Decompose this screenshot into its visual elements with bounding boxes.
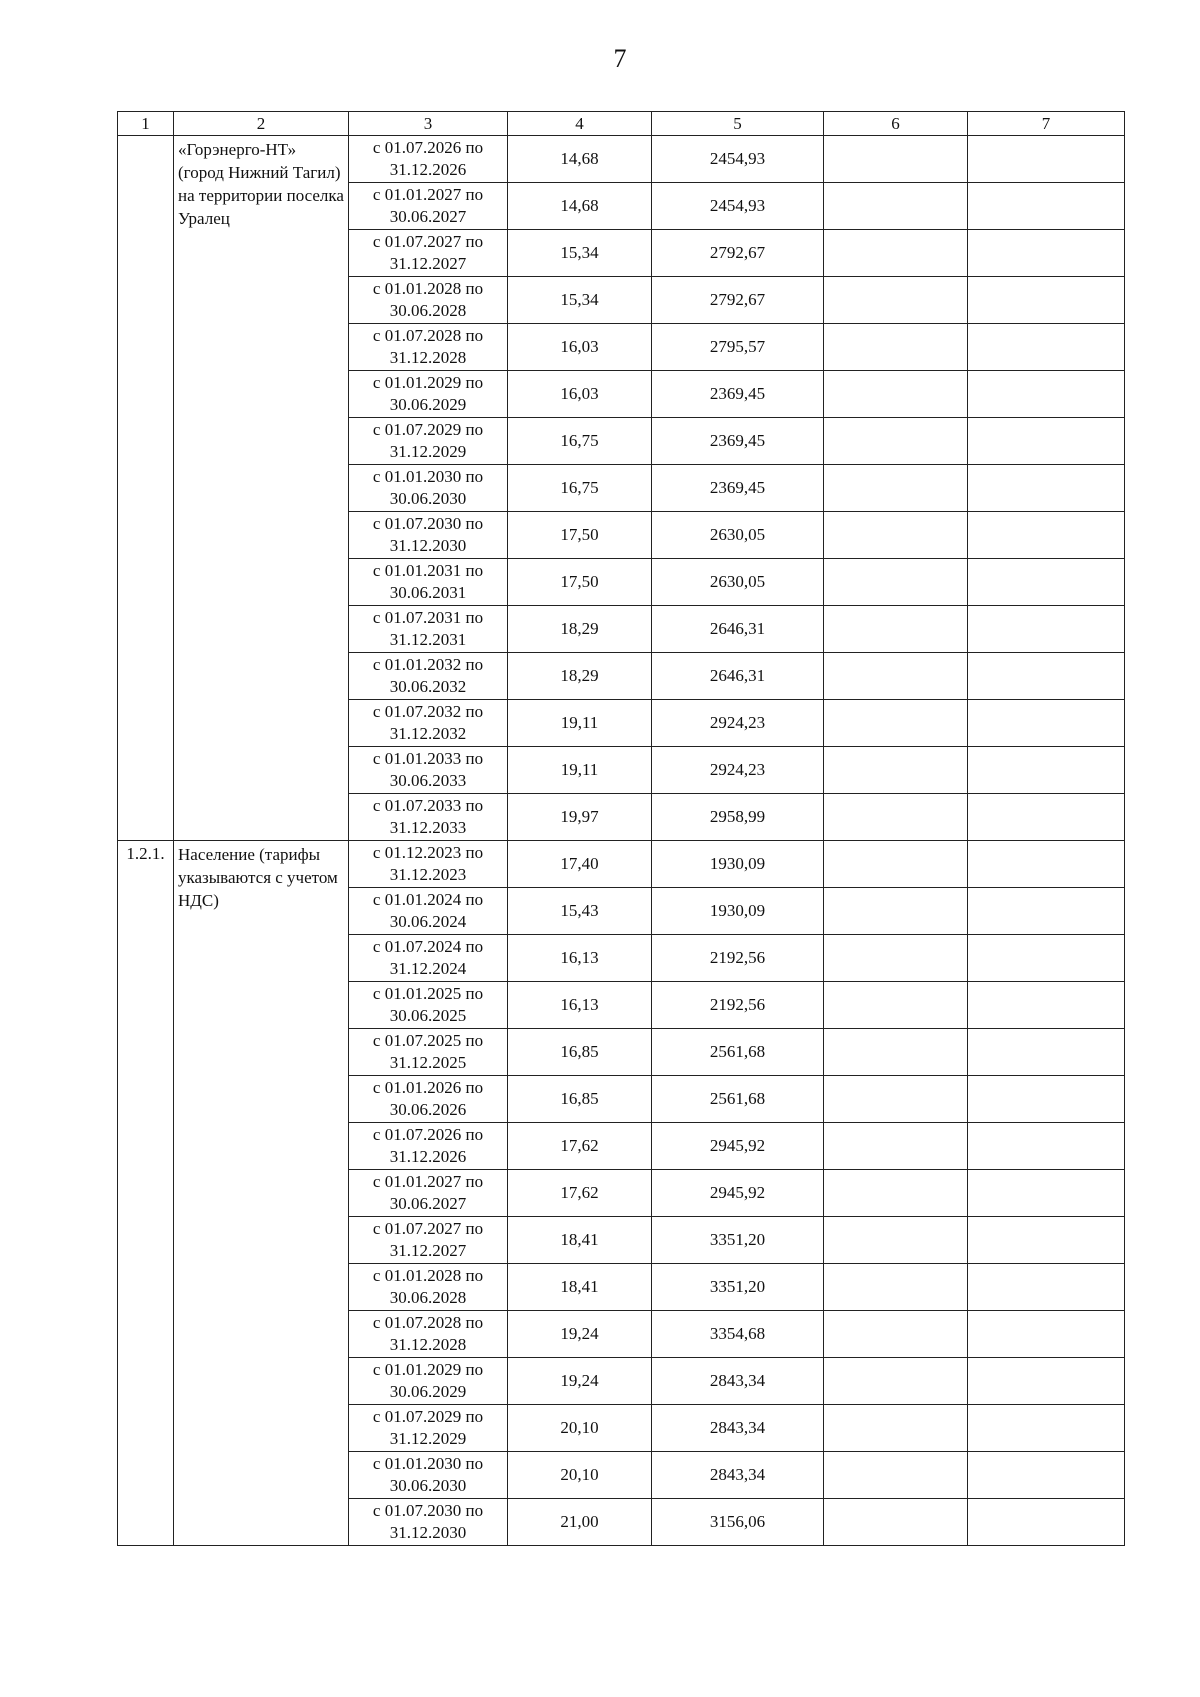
period-cell: с 01.01.2027 по 30.06.2027 (349, 183, 508, 230)
tariff-value-cell: 2561,68 (652, 1076, 824, 1123)
tariff-value-cell: 19,97 (508, 794, 652, 841)
empty-cell (824, 606, 968, 653)
empty-cell (968, 1358, 1125, 1405)
tariff-value-cell: 2630,05 (652, 512, 824, 559)
header-cell: 3 (349, 112, 508, 136)
tariff-value-cell: 17,62 (508, 1123, 652, 1170)
tariff-value-cell: 2646,31 (652, 653, 824, 700)
period-cell: с 01.01.2032 по 30.06.2032 (349, 653, 508, 700)
tariff-value-cell: 2843,34 (652, 1358, 824, 1405)
empty-cell (824, 653, 968, 700)
period-cell: с 01.01.2025 по 30.06.2025 (349, 982, 508, 1029)
empty-cell (824, 371, 968, 418)
period-cell: с 01.07.2028 по 31.12.2028 (349, 1311, 508, 1358)
page-number: 7 (613, 44, 627, 73)
tariff-value-cell: 16,03 (508, 371, 652, 418)
period-cell: с 01.07.2028 по 31.12.2028 (349, 324, 508, 371)
empty-cell (824, 841, 968, 888)
tariff-value-cell: 2192,56 (652, 935, 824, 982)
empty-cell (968, 1264, 1125, 1311)
empty-cell (968, 1499, 1125, 1546)
tariff-value-cell: 16,85 (508, 1029, 652, 1076)
period-cell: с 01.07.2024 по 31.12.2024 (349, 935, 508, 982)
tariff-value-cell: 2792,67 (652, 230, 824, 277)
empty-cell (968, 1311, 1125, 1358)
tariff-value-cell: 2369,45 (652, 465, 824, 512)
tariff-value-cell: 18,41 (508, 1217, 652, 1264)
empty-cell (824, 794, 968, 841)
header-cell: 4 (508, 112, 652, 136)
empty-cell (968, 935, 1125, 982)
tariff-value-cell: 2924,23 (652, 747, 824, 794)
empty-cell (968, 559, 1125, 606)
tariff-table (117, 111, 1125, 1546)
period-cell: с 01.01.2024 по 30.06.2024 (349, 888, 508, 935)
tariff-value-cell: 15,34 (508, 230, 652, 277)
period-cell: с 01.01.2030 по 30.06.2030 (349, 1452, 508, 1499)
empty-cell (968, 982, 1125, 1029)
consumer-group-cell: «Горэнерго-НТ» (город Нижний Тагил) на территории поселка Уралец (174, 136, 349, 841)
empty-cell (968, 512, 1125, 559)
empty-cell (968, 841, 1125, 888)
empty-cell (968, 1217, 1125, 1264)
tariff-value-cell: 2924,23 (652, 700, 824, 747)
period-cell: с 01.01.2030 по 30.06.2030 (349, 465, 508, 512)
tariff-value-cell: 15,34 (508, 277, 652, 324)
empty-cell (968, 606, 1125, 653)
tariff-value-cell: 1930,09 (652, 841, 824, 888)
tariff-value-cell: 19,24 (508, 1311, 652, 1358)
empty-cell (968, 371, 1125, 418)
empty-cell (824, 1123, 968, 1170)
tariff-value-cell: 2630,05 (652, 559, 824, 606)
empty-cell (968, 465, 1125, 512)
empty-cell (968, 1123, 1125, 1170)
tariff-value-cell: 2369,45 (652, 418, 824, 465)
tariff-value-cell: 3351,20 (652, 1217, 824, 1264)
empty-cell (824, 183, 968, 230)
period-cell: с 01.01.2033 по 30.06.2033 (349, 747, 508, 794)
period-cell: с 01.07.2026 по 31.12.2026 (349, 136, 508, 183)
tariff-value-cell: 3156,06 (652, 1499, 824, 1546)
empty-cell (968, 1076, 1125, 1123)
period-cell: с 01.07.2026 по 31.12.2026 (349, 1123, 508, 1170)
empty-cell (824, 277, 968, 324)
empty-cell (968, 794, 1125, 841)
period-cell: с 01.01.2028 по 30.06.2028 (349, 277, 508, 324)
tariff-value-cell: 2646,31 (652, 606, 824, 653)
period-cell: с 01.12.2023 по 31.12.2023 (349, 841, 508, 888)
tariff-value-cell: 17,62 (508, 1170, 652, 1217)
period-cell: с 01.01.2029 по 30.06.2029 (349, 1358, 508, 1405)
empty-cell (824, 935, 968, 982)
empty-cell (824, 1029, 968, 1076)
empty-cell (824, 1217, 968, 1264)
tariff-value-cell: 3354,68 (652, 1311, 824, 1358)
empty-cell (968, 230, 1125, 277)
tariff-value-cell: 16,03 (508, 324, 652, 371)
tariff-value-cell: 17,50 (508, 512, 652, 559)
empty-cell (968, 324, 1125, 371)
consumer-group-cell: Население (тарифы указываются с учетом НДС) (174, 841, 349, 1546)
period-cell: с 01.07.2030 по 31.12.2030 (349, 1499, 508, 1546)
period-cell: с 01.01.2028 по 30.06.2028 (349, 1264, 508, 1311)
period-cell: с 01.07.2031 по 31.12.2031 (349, 606, 508, 653)
tariff-value-cell: 2945,92 (652, 1170, 824, 1217)
tariff-value-cell: 21,00 (508, 1499, 652, 1546)
tariff-value-cell: 2792,67 (652, 277, 824, 324)
tariff-value-cell: 14,68 (508, 136, 652, 183)
empty-cell (824, 747, 968, 794)
header-cell: 6 (824, 112, 968, 136)
tariff-value-cell: 16,75 (508, 465, 652, 512)
tariff-value-cell: 20,10 (508, 1405, 652, 1452)
period-cell: с 01.01.2026 по 30.06.2026 (349, 1076, 508, 1123)
period-cell: с 01.01.2029 по 30.06.2029 (349, 371, 508, 418)
tariff-value-cell: 17,40 (508, 841, 652, 888)
empty-cell (968, 1170, 1125, 1217)
period-cell: с 01.01.2031 по 30.06.2031 (349, 559, 508, 606)
empty-cell (968, 277, 1125, 324)
tariff-value-cell: 2561,68 (652, 1029, 824, 1076)
header-cell: 5 (652, 112, 824, 136)
empty-cell (968, 700, 1125, 747)
item-number-cell (118, 136, 174, 841)
tariff-value-cell: 2843,34 (652, 1405, 824, 1452)
period-cell: с 01.07.2032 по 31.12.2032 (349, 700, 508, 747)
period-cell: с 01.07.2029 по 31.12.2029 (349, 418, 508, 465)
tariff-value-cell: 2192,56 (652, 982, 824, 1029)
tariff-value-cell: 18,29 (508, 606, 652, 653)
empty-cell (824, 982, 968, 1029)
tariff-value-cell: 2843,34 (652, 1452, 824, 1499)
tariff-value-cell: 18,41 (508, 1264, 652, 1311)
empty-cell (968, 183, 1125, 230)
tariff-value-cell: 16,13 (508, 935, 652, 982)
period-cell: с 01.07.2030 по 31.12.2030 (349, 512, 508, 559)
item-number-cell: 1.2.1. (118, 841, 174, 1546)
empty-cell (824, 1170, 968, 1217)
empty-cell (824, 418, 968, 465)
empty-cell (968, 1452, 1125, 1499)
period-cell: с 01.07.2027 по 31.12.2027 (349, 230, 508, 277)
tariff-value-cell: 18,29 (508, 653, 652, 700)
period-cell: с 01.01.2027 по 30.06.2027 (349, 1170, 508, 1217)
tariff-value-cell: 20,10 (508, 1452, 652, 1499)
empty-cell (824, 1076, 968, 1123)
period-cell: с 01.07.2033 по 31.12.2033 (349, 794, 508, 841)
tariff-value-cell: 2795,57 (652, 324, 824, 371)
empty-cell (824, 1264, 968, 1311)
empty-cell (968, 136, 1125, 183)
empty-cell (824, 888, 968, 935)
tariff-value-cell: 3351,20 (652, 1264, 824, 1311)
empty-cell (824, 136, 968, 183)
tariff-value-cell: 2369,45 (652, 371, 824, 418)
empty-cell (824, 1311, 968, 1358)
empty-cell (968, 1405, 1125, 1452)
tariff-value-cell: 1930,09 (652, 888, 824, 935)
tariff-value-cell: 19,24 (508, 1358, 652, 1405)
period-cell: с 01.07.2025 по 31.12.2025 (349, 1029, 508, 1076)
tariff-value-cell: 14,68 (508, 183, 652, 230)
tariff-value-cell: 2958,99 (652, 794, 824, 841)
empty-cell (824, 1499, 968, 1546)
period-cell: с 01.07.2029 по 31.12.2029 (349, 1405, 508, 1452)
empty-cell (824, 230, 968, 277)
period-cell: с 01.07.2027 по 31.12.2027 (349, 1217, 508, 1264)
table-row (118, 841, 1125, 888)
empty-cell (968, 888, 1125, 935)
tariff-value-cell: 2945,92 (652, 1123, 824, 1170)
tariff-value-cell: 2454,93 (652, 136, 824, 183)
empty-cell (968, 653, 1125, 700)
empty-cell (824, 700, 968, 747)
empty-cell (824, 512, 968, 559)
table-row (118, 136, 1125, 183)
empty-cell (824, 1452, 968, 1499)
empty-cell (824, 465, 968, 512)
tariff-value-cell: 2454,93 (652, 183, 824, 230)
empty-cell (824, 324, 968, 371)
empty-cell (968, 747, 1125, 794)
empty-cell (824, 1358, 968, 1405)
tariff-value-cell: 16,85 (508, 1076, 652, 1123)
tariff-value-cell: 19,11 (508, 700, 652, 747)
tariff-value-cell: 16,75 (508, 418, 652, 465)
empty-cell (968, 418, 1125, 465)
tariff-value-cell: 15,43 (508, 888, 652, 935)
header-cell: 1 (118, 112, 174, 136)
header-row (118, 112, 1125, 136)
tariff-value-cell: 19,11 (508, 747, 652, 794)
header-cell: 7 (968, 112, 1125, 136)
tariff-value-cell: 16,13 (508, 982, 652, 1029)
tariff-value-cell: 17,50 (508, 559, 652, 606)
empty-cell (824, 1405, 968, 1452)
empty-cell (824, 559, 968, 606)
header-cell: 2 (174, 112, 349, 136)
empty-cell (968, 1029, 1125, 1076)
